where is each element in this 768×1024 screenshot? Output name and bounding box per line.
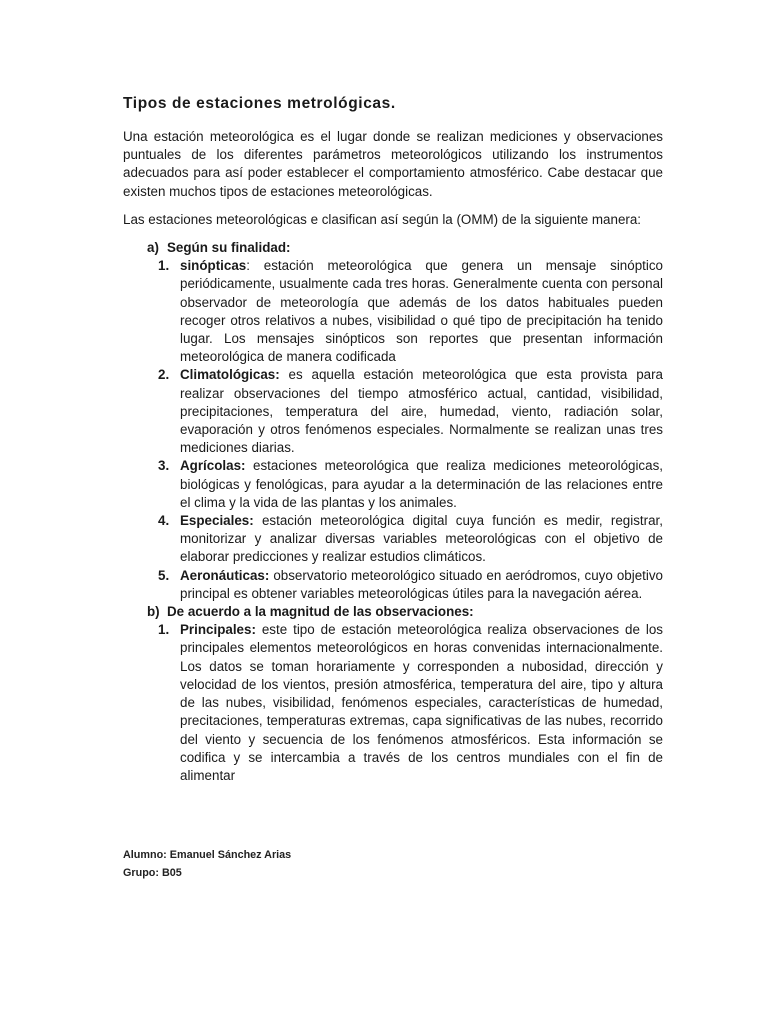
item-number: 1.	[158, 622, 170, 638]
item-text: : estación meteorológica que genera un mensaje sinóptico periódicamente, usualmente cada tres horas. Generalmente cuenta con personal observador de meteorología que además de los datos habituales pueden recoger otros relativos a nubes, visibilidad o qué tipo de precipitación ha tenido lugar. Los mensajes sinópticos son reportes que presentan información meteorológica de manera codificada	[180, 258, 663, 365]
item-term: Principales:	[180, 622, 256, 638]
list-item	[158, 621, 663, 785]
item-term: Aeronáuticas:	[180, 567, 270, 583]
list-item	[158, 512, 663, 567]
item-number: 1.	[158, 258, 170, 274]
section-marker: b)	[147, 604, 160, 620]
list-item	[158, 457, 663, 512]
list-item	[158, 257, 663, 366]
section-heading-text: De acuerdo a la magnitud de las observaciones:	[167, 604, 474, 620]
classification-paragraph: Las estaciones meteorológicas e clasifican así según la (OMM) de la siguiente manera:	[123, 211, 642, 227]
document-body	[123, 93, 663, 785]
item-number: 2.	[158, 367, 170, 383]
document-title: Tipos de estaciones metrológicas.	[123, 95, 396, 112]
item-number: 3.	[158, 458, 170, 474]
item-text: estaciones meteorológica que realiza mediciones meteorológicas, biológicas y fenológicas, para ayudar a la determinación de las relaciones entre el clima y la vida de las plantas y los animales.	[180, 458, 663, 510]
item-term: Climatológicas:	[180, 367, 280, 383]
student-group: Grupo: B05	[123, 866, 182, 879]
intro-paragraph: Una estación meteorológica es el lugar donde se realizan mediciones y observaciones puntuales de los diferentes parámetros meteorológicos utilizando los instrumentos adecuados para así poder establecer el comportamiento atmosférico. Cabe destacar que existen muchos tipos de estaciones meteorológicas.	[123, 129, 663, 199]
section-a-heading	[147, 239, 663, 257]
section-a-list	[123, 257, 663, 603]
item-term: Especiales:	[180, 513, 254, 529]
item-number: 4.	[158, 513, 170, 529]
item-term: sinópticas	[180, 258, 247, 274]
list-item	[158, 366, 663, 457]
list-item	[158, 567, 663, 603]
item-text: es aquella estación meteorológica que esta provista para realizar observaciones del tiempo atmosférico actual, cantidad, visibilidad, precipitaciones, temperatura del aire, humedad, viento, radiación solar, evaporación y otros fenómenos especiales. Normalmente se realizan unas tres mediciones diarias.	[180, 367, 663, 456]
section-heading-text: Según su finalidad:	[167, 240, 291, 256]
item-text: estación meteorológica digital cuya función es medir, registrar, monitorizar y analizar diversas variables meteorológicas con el objetivo de elaborar predicciones y realizar estudios climáticos.	[180, 513, 663, 565]
student-name: Alumno: Emanuel Sánchez Arias	[123, 849, 292, 861]
item-text: este tipo de estación meteorológica realiza observaciones de los principales elementos meteorológicos en horas convenidas internacionalmente. Los datos se toman horariamente y corresponden a nubosidad, dirección y velocidad de los vientos, presión atmosférica, temperatura del aire, tipo y altura de las nubes, visibilidad, fenómenos especiales, características de humedad, precitaciones, temperaturas extremas, capa significativas de las nubes, recorrido del viento y secuencia de los fenómenos atmosféricos. Esta información se codifica y se intercambia a través de los centros mundiales con el fin de alimentar	[180, 622, 663, 783]
document-footer	[123, 847, 291, 882]
section-b-list	[123, 621, 663, 785]
item-text: observatorio meteorológico situado en aeródromos, cuyo objetivo principal es obtener variables meteorológicas útiles para la navegación aérea.	[180, 567, 663, 601]
section-marker: a)	[147, 240, 159, 256]
item-number: 5.	[158, 567, 170, 583]
section-b-heading	[147, 603, 663, 621]
item-term: Agrícolas:	[180, 458, 246, 474]
